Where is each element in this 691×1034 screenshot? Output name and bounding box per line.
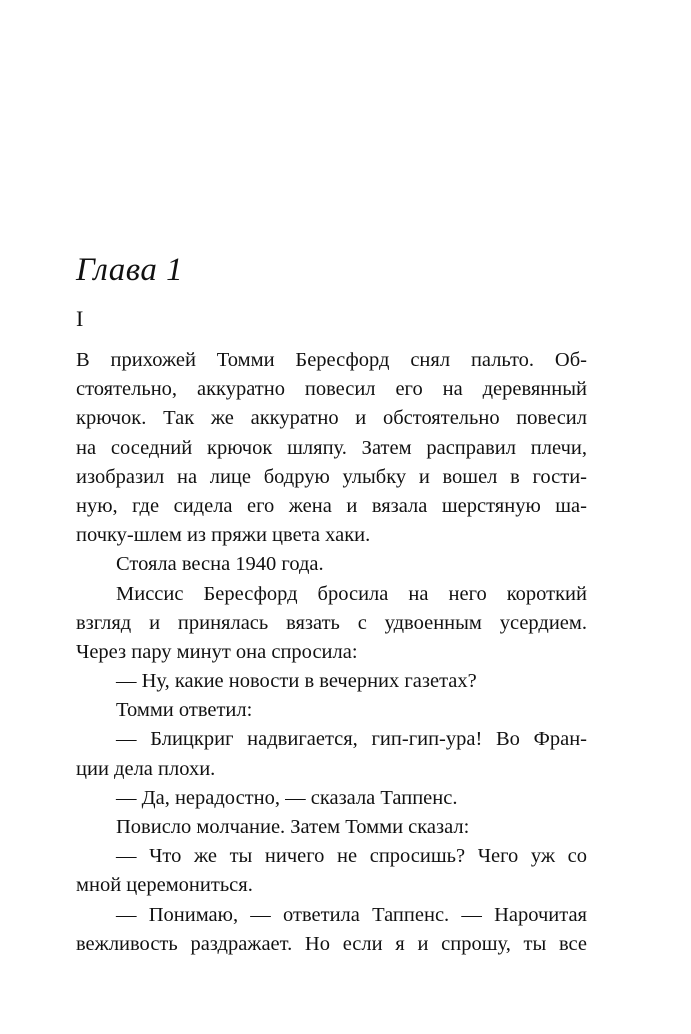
text-line: на соседний крючок шляпу. Затем расправил плечи, — [76, 436, 587, 459]
chapter-title: Глава 1 — [76, 252, 184, 288]
text-line: — Что же ты ничего не спросишь? Чего уж со — [116, 845, 587, 868]
text-line: Миссис Бересфорд бросила на него короткий — [116, 582, 587, 605]
text-line: взгляд и принялась вязать с удвоенным усердием. — [76, 611, 587, 634]
text-line: ции дела плохи. — [76, 757, 216, 780]
section-number: I — [76, 306, 84, 331]
text-line: мной церемониться. — [76, 874, 253, 897]
text-line: Через пару минут она спросила: — [76, 640, 358, 663]
text-line: почку-шлем из пряжи цвета хаки. — [76, 524, 371, 547]
text-line: ную, где сидела его жена и вязала шерстяную ша- — [76, 494, 587, 517]
text-line: вежливость раздражает. Но если я и спрошу, ты все — [76, 932, 587, 955]
text-line: В прихожей Томми Бересфорд снял пальто. Об- — [76, 349, 587, 371]
text-line: крючок. Так же аккуратно и обстоятельно повесил — [76, 407, 587, 430]
text-line: — Понимаю, — ответила Таппенс. — Нарочитая — [116, 903, 587, 926]
text-line: изобразил на лице бодрую улыбку и вошел в гости- — [76, 465, 587, 488]
text-line: — Ну, какие новости в вечерних газетах? — [116, 670, 477, 693]
text-line: — Да, нерадостно, — сказала Таппенс. — [116, 786, 458, 809]
text-line: Повисло молчание. Затем Томми сказал: — [116, 816, 470, 838]
text-line: Стояла весна 1940 года. — [116, 553, 324, 576]
text-line: — Блицкриг надвигается, гип-гип-ура! Во Фран- — [116, 728, 587, 751]
text-line: Томми ответил: — [116, 699, 253, 722]
body-text — [76, 346, 587, 959]
text-line: стоятельно, аккуратно повесил его на деревянный — [76, 378, 587, 401]
